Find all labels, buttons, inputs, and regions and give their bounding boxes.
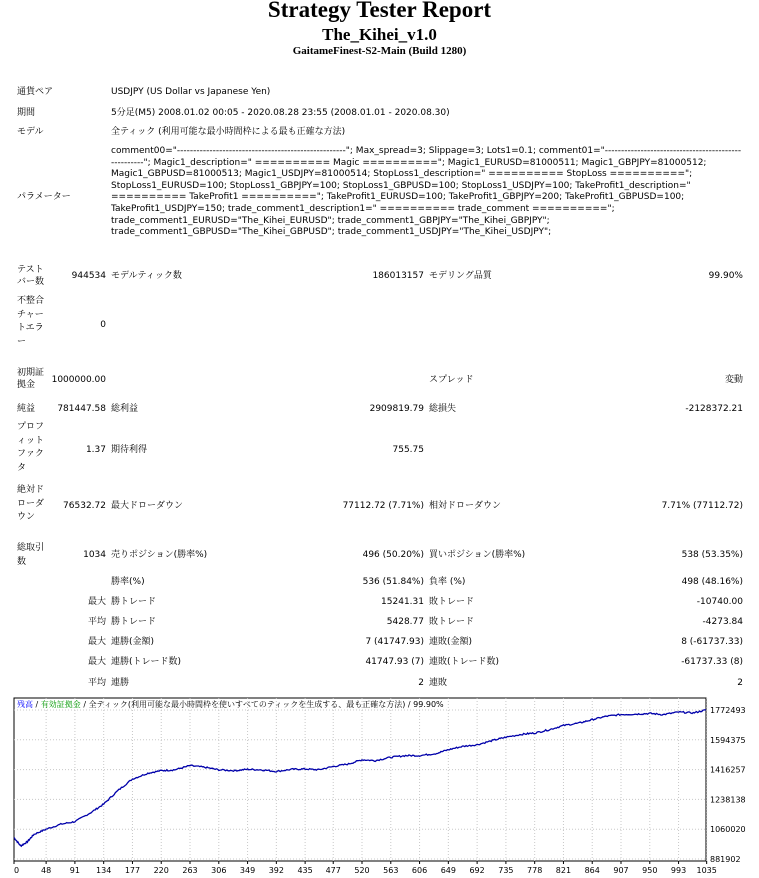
legend-sep-3: / bbox=[405, 700, 414, 709]
avg-consec-losses-value: 2 bbox=[737, 678, 743, 688]
profit-factor-label: プロフィットファクタ bbox=[17, 422, 45, 473]
x-tick-label: 0 bbox=[14, 866, 20, 875]
total-trades-label: 総取引数 bbox=[17, 543, 45, 567]
x-tick-label: 735 bbox=[498, 866, 514, 875]
model-quality-value: 99.90% bbox=[708, 271, 743, 281]
period-label: 期間 bbox=[17, 108, 36, 118]
server-build: GaitameFinest-S2-Main (Build 1280) bbox=[292, 45, 467, 57]
x-tick-label: 606 bbox=[411, 866, 428, 875]
legend-balance: 残高 bbox=[17, 700, 33, 709]
long-pos-label: 買いポジション(勝率%) bbox=[429, 550, 526, 560]
balance-chart-svg bbox=[0, 697, 759, 878]
avg-loss-value: -4273.84 bbox=[702, 617, 743, 627]
largest-prefix: 最大 bbox=[87, 597, 106, 607]
profit-factor-value: 1.37 bbox=[85, 445, 106, 455]
abs-dd-value: 76532.72 bbox=[63, 501, 106, 511]
init-deposit-value: 1000000.00 bbox=[51, 375, 106, 385]
avg-win-label: 勝トレード bbox=[111, 617, 157, 627]
gross-profit-value: 2909819.79 bbox=[369, 404, 424, 414]
model-label: モデル bbox=[17, 127, 44, 137]
x-tick-label: 263 bbox=[182, 866, 198, 875]
legend-equity: 有効証拠金 bbox=[40, 700, 81, 709]
x-tick-label: 993 bbox=[670, 866, 687, 875]
pair-value: USDJPY (US Dollar vs Japanese Yen) bbox=[111, 87, 271, 97]
largest-loss-label: 敗トレード bbox=[429, 597, 475, 607]
legend-quality: 99.90% bbox=[413, 700, 444, 709]
max-consec-losses-money-label: 連敗(金額) bbox=[429, 637, 473, 647]
win-rate-label: 勝率(%) bbox=[111, 577, 145, 587]
test-bars-label: テストバー数 bbox=[17, 265, 45, 287]
x-tick-label: 520 bbox=[354, 866, 370, 875]
short-pos-label: 売りポジション(勝率%) bbox=[111, 550, 208, 560]
max-consec-losses-money-value: 8 (-61737.33) bbox=[681, 637, 743, 647]
abs-dd-label: 絶対ドローダウン bbox=[17, 485, 45, 522]
x-tick-label: 649 bbox=[440, 866, 456, 875]
expected-payoff-label: 期待利得 bbox=[111, 445, 148, 455]
chart-plot-frame bbox=[14, 698, 706, 861]
period-value: 5分足(M5) 2008.01.02 00:05 - 2020.08.28 23:55 (2008.01.01 - 2020.08.30) bbox=[111, 108, 450, 118]
max-consec-money-prefix: 最大 bbox=[87, 637, 106, 647]
x-tick-label: 563 bbox=[383, 866, 399, 875]
avg-consec-losses-label: 連敗 bbox=[429, 678, 448, 688]
largest-win-value: 15241.31 bbox=[381, 597, 424, 607]
short-pos-value: 496 (50.20%) bbox=[362, 550, 424, 560]
y-tick-label: 1416257 bbox=[710, 765, 746, 775]
mismatch-label: 不整合チャートエラー bbox=[17, 296, 45, 347]
max-consec-wins-money-value: 7 (41747.93) bbox=[365, 637, 424, 647]
win-rate-value: 536 (51.84%) bbox=[362, 577, 424, 587]
pair-label: 通貨ペア bbox=[17, 87, 54, 97]
legend-sep-2: / bbox=[80, 700, 89, 709]
y-tick-label: 1594375 bbox=[710, 735, 746, 745]
rel-dd-label: 相対ドローダウン bbox=[429, 501, 502, 511]
max-consec-wins-count-value: 41747.93 (7) bbox=[365, 657, 424, 667]
x-tick-label: 220 bbox=[153, 866, 169, 875]
max-consec-losses-count-label: 連敗(トレード数) bbox=[429, 657, 500, 667]
params-label: パラメーター bbox=[17, 192, 71, 202]
avg-consec-wins-label: 連勝 bbox=[111, 678, 130, 688]
max-consec-losses-count-value: -61737.33 (8) bbox=[681, 657, 743, 667]
x-tick-label: 306 bbox=[211, 866, 227, 875]
gross-loss-value: -2128372.21 bbox=[685, 404, 743, 414]
largest-loss-value: -10740.00 bbox=[696, 597, 743, 607]
avg-win-value: 5428.77 bbox=[386, 617, 424, 627]
x-tick-label: 392 bbox=[268, 866, 284, 875]
x-tick-label: 177 bbox=[124, 866, 141, 875]
x-tick-label: 692 bbox=[469, 866, 485, 875]
expected-payoff-value: 755.75 bbox=[392, 445, 424, 455]
legend-model: 全ティック(利用可能な最小時間枠を使いすべてのティックを生成する、最も正確な方法) bbox=[88, 700, 406, 709]
model-ticks-label: モデルティック数 bbox=[111, 271, 182, 281]
avg-consec-prefix: 平均 bbox=[87, 678, 106, 688]
average-prefix: 平均 bbox=[87, 617, 106, 627]
test-bars-value: 944534 bbox=[71, 271, 106, 281]
spread-value: 変動 bbox=[724, 375, 743, 385]
rel-dd-value: 7.71% (77112.72) bbox=[661, 501, 743, 511]
model-value: 全ティック (利用可能な最小時間枠による最も正確な方法) bbox=[111, 127, 346, 137]
report-title: Strategy Tester Report bbox=[267, 0, 492, 22]
max-dd-value: 77112.72 (7.71%) bbox=[342, 501, 424, 511]
loss-rate-label: 負率 (%) bbox=[429, 577, 466, 587]
x-tick-label: 134 bbox=[96, 866, 112, 875]
chart-y-ticks bbox=[710, 706, 746, 864]
x-tick-label: 821 bbox=[555, 866, 572, 875]
x-tick-label: 477 bbox=[325, 866, 341, 875]
largest-win-label: 勝トレード bbox=[111, 597, 157, 607]
x-tick-label: 48 bbox=[41, 866, 52, 875]
gross-loss-label: 総損失 bbox=[429, 404, 457, 414]
params-value: comment00="----------------------------------------------------"; Max_spread=3; Slippage=3; Lots1=0.1; comment01="----------------------------------------------------"; Magic1_description=" ========== Magic =========="; Magic1_EURUSD=81000511; Magic1_GBPJPY=81000512; Magic1_GBPUSD=81000513; Magic1_USDJPY=81000514; StopLoss1_description=" ========== StopLoss =========="; StopLoss1_EURUSD=100; StopLoss1_GBPJPY=100; StopLoss1_GBPUSD=100; StopLoss1_USDJPY=100; TakeProfit1_description=" ========== TakeProfit1 =========="; TakeProfit1_EURUSD=100; TakeProfit1_GBPJPY=200; TakeProfit1_GBPUSD=100; TakeProfit1_USDJPY=150; trade_comment1_description1=" ========== trade_comment =========="; trade_comment1_EURUSD="The_Kihei_EURUSD"; trade_comment1_GBPJPY="The_Kihei_GBPJPY"; trade_comment1_GBPUSD="The_Kihei_GBPUSD"; trade_comment1_USDJPY="The_Kihei_USDJPY"; bbox=[111, 146, 742, 238]
avg-consec-wins-value: 2 bbox=[418, 678, 424, 688]
max-consec-wins-money-label: 連勝(金額) bbox=[111, 637, 155, 647]
init-deposit-label: 初期証拠金 bbox=[17, 368, 45, 390]
x-tick-label: 907 bbox=[613, 866, 629, 875]
long-pos-value: 538 (53.35%) bbox=[681, 550, 743, 560]
max-consec-count-prefix: 最大 bbox=[87, 657, 106, 667]
x-tick-label: 435 bbox=[297, 866, 313, 875]
net-profit-label: 純益 bbox=[17, 404, 36, 414]
max-dd-label: 最大ドローダウン bbox=[111, 501, 184, 511]
x-tick-label: 91 bbox=[69, 866, 80, 875]
ea-name: The_Kihei_v1.0 bbox=[322, 25, 437, 44]
spread-label: スプレッド bbox=[429, 375, 474, 385]
net-profit-value: 781447.58 bbox=[57, 404, 106, 414]
x-tick-label: 950 bbox=[642, 866, 658, 875]
mismatch-value: 0 bbox=[100, 320, 106, 330]
avg-loss-label: 敗トレード bbox=[429, 617, 475, 627]
y-tick-label: 1772493 bbox=[710, 706, 746, 715]
total-trades-value: 1034 bbox=[83, 550, 106, 560]
y-tick-label: 881902 bbox=[710, 855, 741, 864]
x-tick-label: 349 bbox=[239, 866, 256, 875]
x-tick-label: 864 bbox=[584, 866, 600, 875]
max-consec-wins-count-label: 連勝(トレード数) bbox=[111, 657, 182, 667]
chart-legend bbox=[17, 699, 444, 710]
x-tick-label: 778 bbox=[527, 866, 543, 875]
y-tick-label: 1238138 bbox=[710, 795, 746, 805]
chart-x-ticks bbox=[14, 861, 717, 875]
balance-chart bbox=[0, 697, 759, 878]
legend-sep-1: / bbox=[33, 700, 41, 709]
y-tick-label: 1060020 bbox=[710, 825, 746, 835]
model-ticks-value: 186013157 bbox=[372, 271, 424, 281]
loss-rate-value: 498 (48.16%) bbox=[681, 577, 743, 587]
model-quality-label: モデリング品質 bbox=[429, 271, 492, 281]
gross-profit-label: 総利益 bbox=[111, 404, 139, 414]
x-tick-label: 1035 bbox=[696, 866, 717, 875]
